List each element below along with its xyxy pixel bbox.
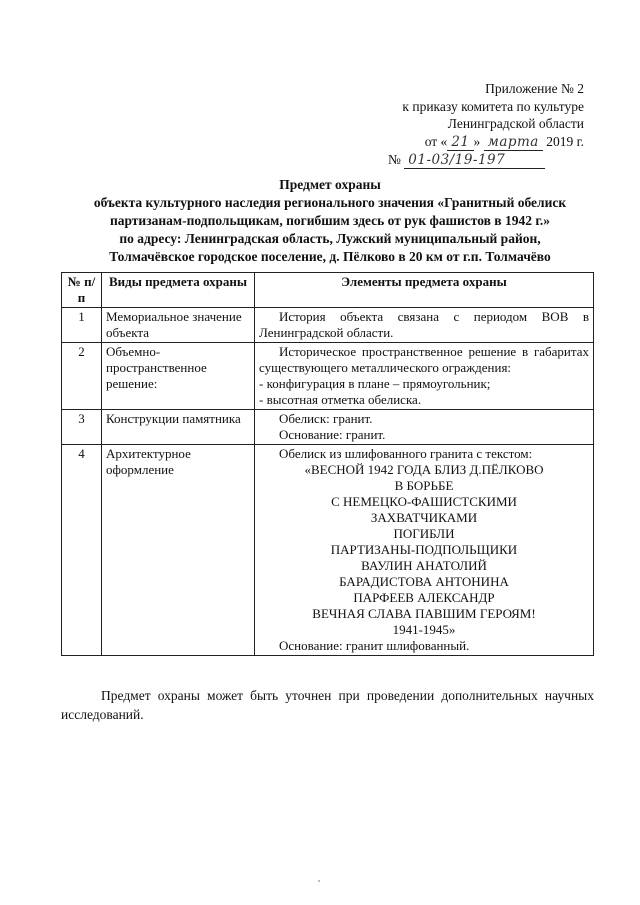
inscription-line: ВЕЧНАЯ СЛАВА ПАВШИМ ГЕРОЯМ! bbox=[312, 606, 536, 621]
inscription-line: С НЕМЕЦКО-ФАШИСТСКИМИ bbox=[331, 494, 517, 509]
appendix-order-ref: к приказу комитета по культуре bbox=[402, 98, 584, 114]
title-line-5: Толмачёвское городское поселение, д. Пёлково в 20 км от г.п. Толмачёво bbox=[109, 249, 551, 264]
table-row bbox=[62, 410, 594, 445]
title-line-4: по адресу: Ленинградская область, Лужский муниципальный район, bbox=[119, 231, 541, 246]
row-num: 4 bbox=[62, 445, 102, 656]
inscription-line: ВАУЛИН АНАТОЛИЙ bbox=[361, 558, 487, 573]
element-base: Основание: гранит шлифованный. bbox=[279, 638, 470, 653]
header-elements: Элементы предмета охраны bbox=[255, 273, 594, 308]
element-line: - высотная отметка обелиска. bbox=[259, 392, 422, 407]
inscription-line: ЗАХВАТЧИКАМИ bbox=[370, 510, 478, 525]
appendix-title: Приложение № 2 bbox=[485, 81, 584, 96]
date-month-handwritten: марта bbox=[484, 135, 543, 151]
title-line-3: партизанам-подпольщикам, погибшим здесь от рук фашистов в 1942 г.» bbox=[109, 213, 551, 228]
row-num: 1 bbox=[62, 308, 102, 343]
row-elements bbox=[255, 445, 594, 656]
title-line-1: Предмет охраны bbox=[279, 177, 381, 192]
inscription-line: ПАРФЕЕВ АЛЕКСАНДР bbox=[353, 590, 495, 605]
row-elements bbox=[255, 410, 594, 445]
row-elements bbox=[255, 343, 594, 410]
inscription-line: 1941-1945» bbox=[392, 622, 456, 637]
table-header-row bbox=[62, 273, 594, 308]
title-line-2: объекта культурного наследия регионального значения «Гранитный обелиск bbox=[93, 195, 567, 210]
row-num: 2 bbox=[62, 343, 102, 410]
row-num: 3 bbox=[62, 410, 102, 445]
scan-speck bbox=[318, 880, 320, 882]
appendix-header bbox=[330, 80, 584, 169]
element-line: История объекта связана с периодом ВОВ в Ленинградской области. bbox=[259, 309, 589, 340]
date-day-handwritten: 21 bbox=[447, 135, 473, 151]
inscription-line: ПАРТИЗАНЫ-ПОДПОЛЬЩИКИ bbox=[330, 542, 518, 557]
protection-table bbox=[61, 272, 594, 656]
element-line: - конфигурация в плане – прямоугольник; bbox=[259, 376, 491, 391]
appendix-number: № 01-03/19-197 bbox=[330, 151, 584, 169]
element-line: Обелиск: гранит. bbox=[279, 411, 373, 426]
row-type: Конструкции памятника bbox=[102, 410, 255, 445]
inscription-line: В БОРЬБЕ bbox=[394, 478, 454, 493]
element-intro: Обелиск из шлифованного гранита с текстом: bbox=[279, 446, 533, 461]
inscription-line: БАРАДИСТОВА АНТОНИНА bbox=[339, 574, 509, 589]
element-line: Основание: гранит. bbox=[279, 427, 386, 442]
document-title bbox=[60, 176, 600, 266]
inscription-line: «ВЕСНОЙ 1942 ГОДА БЛИЗ Д.ПЁЛКОВО bbox=[304, 462, 544, 477]
date-year: 2019 г. bbox=[546, 133, 584, 149]
header-num: № п/п bbox=[62, 273, 102, 308]
footer-note: Предмет охраны может быть уточнен при проведении дополнительных научных исследований. bbox=[61, 688, 594, 722]
row-type: Мемориальное значение объекта bbox=[102, 308, 255, 343]
inscription-line: ПОГИБЛИ bbox=[393, 526, 455, 541]
table-row bbox=[62, 308, 594, 343]
row-type: Архитектурное оформление bbox=[102, 445, 255, 656]
element-line: Историческое пространственное решение в габаритах существующего металлического ограждения: bbox=[259, 344, 589, 375]
row-type: Объемно-пространственное решение: bbox=[102, 343, 255, 410]
appendix-date: от « 21 » марта 2019 г. bbox=[424, 133, 584, 150]
number-handwritten: 01-03/19-197 bbox=[404, 153, 545, 169]
appendix-region: Ленинградской области bbox=[447, 116, 584, 131]
header-types: Виды предмета охраны bbox=[102, 273, 255, 308]
table-row bbox=[62, 445, 594, 656]
table-row bbox=[62, 343, 594, 410]
row-elements bbox=[255, 308, 594, 343]
